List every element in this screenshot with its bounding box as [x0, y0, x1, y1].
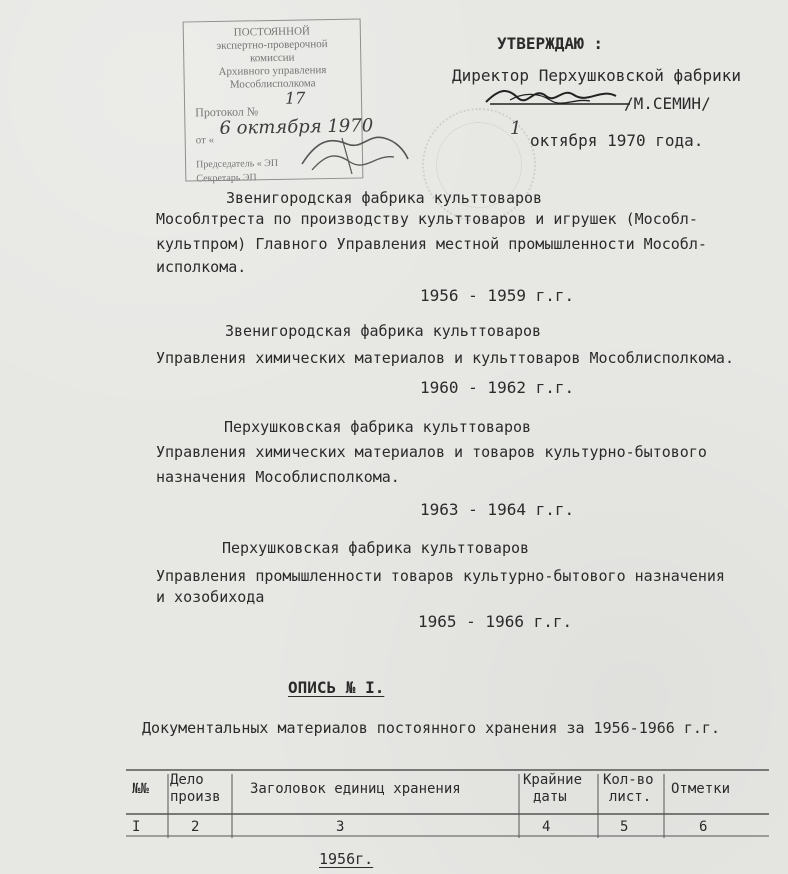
- approval-title: УТВЕРЖДАЮ :: [497, 34, 603, 53]
- stamp-date-prefix: от «: [195, 134, 215, 147]
- org-1-line-2: культпром) Главного Управления местной промышленности Мособл-: [156, 235, 707, 253]
- stamp-signature: [294, 126, 414, 182]
- approval-day: 1: [510, 118, 522, 139]
- table-col-6: 6: [699, 819, 708, 835]
- table-year-1956: 1956г.: [319, 850, 374, 868]
- inventory-table-lines: [126, 766, 769, 840]
- director-signature: [480, 78, 640, 112]
- org-1-years: 1956 - 1959 г.г.: [420, 286, 575, 305]
- stamp-line-4: Архивного управления: [218, 64, 327, 78]
- stamp-line-1: ПОСТОЯННОЙ: [233, 25, 311, 39]
- table-col-4: 4: [542, 819, 551, 835]
- org-4-line-1: Управления промышленности товаров культурно-бытового назначения: [156, 567, 725, 585]
- org-2-line-1: Управления химических материалов и культтоваров Мособлисполкома.: [156, 349, 734, 367]
- table-col-1: I: [132, 819, 141, 835]
- table-col-5: 5: [620, 819, 629, 835]
- table-header-sheets-line-2: лист.: [609, 789, 652, 805]
- org-1-name: Звенигородская фабрика культтоваров: [226, 189, 543, 207]
- table-col-3: 3: [336, 819, 345, 835]
- table-header-number: №№: [132, 781, 149, 797]
- org-4-years: 1965 - 1966 г.г.: [418, 612, 573, 631]
- org-2-name: Звенигородская фабрика культтоваров: [225, 322, 542, 340]
- org-4-line-2: и хозобихода: [156, 588, 265, 606]
- table-header-case-line-1: Дело: [170, 772, 204, 788]
- stamp-line-5: Мособлисполкома: [229, 77, 316, 91]
- org-2-years: 1960 - 1962 г.г.: [420, 378, 575, 397]
- stamp-chair-label: Председатель « ЭП: [196, 157, 279, 171]
- org-4-name: Перхушковская фабрика культтоваров: [222, 539, 530, 557]
- approval-date: октября 1970 года.: [530, 131, 704, 150]
- org-3-line-1: Управления химических материалов и товаров культурно-бытового: [156, 443, 707, 461]
- stamp-line-2: экспертно-проверочной: [216, 38, 328, 52]
- org-3-years: 1963 - 1964 г.г.: [420, 500, 575, 519]
- table-header-title: Заголовок единиц хранения: [250, 781, 461, 797]
- inventory-subtitle: Документальных материалов постоянного хранения за 1956-1966 г.г.: [142, 719, 720, 737]
- org-3-line-2: назначения Мособлисполкома.: [156, 468, 400, 486]
- table-header-case-line-2: произв: [170, 789, 221, 805]
- approval-position: Директор Перхушковской фабрики: [452, 66, 741, 85]
- stamp-protocol-number: 17: [284, 88, 306, 108]
- org-1-line-3: исполкома.: [156, 258, 247, 276]
- approval-name: /М.СЕМИН/: [624, 94, 711, 113]
- org-3-name: Перхушковская фабрика культтоваров: [224, 418, 532, 436]
- stamp-line-3: комиссии: [249, 51, 295, 65]
- inventory-title: ОПИСЬ № I.: [288, 678, 385, 697]
- table-header-sheets-line-1: Кол-во: [603, 772, 654, 788]
- stamp-secretary-label: Секретарь ЭП: [196, 172, 257, 185]
- stamp-protocol-label: Протокол №: [195, 104, 259, 120]
- table-col-2: 2: [191, 819, 200, 835]
- table-header-dates-line-1: Крайние: [523, 772, 583, 788]
- table-header-dates-line-2: даты: [533, 789, 567, 805]
- table-header-notes: Отметки: [671, 781, 731, 797]
- org-1-line-1: Мособлтреста по производству культтоваров и игрушек (Мособл-: [156, 210, 698, 228]
- stamp-date-value: 6 октября 1970: [219, 115, 374, 139]
